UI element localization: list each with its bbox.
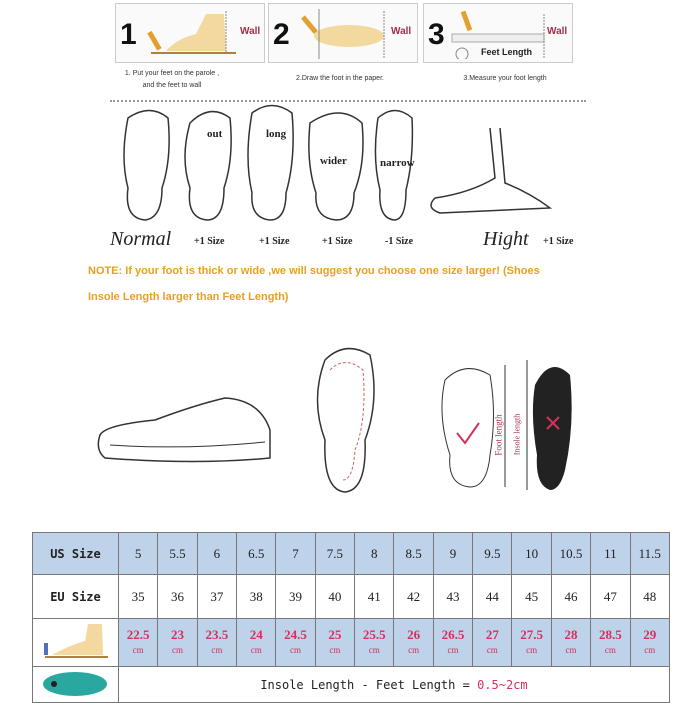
foot-length-cell (276, 619, 315, 667)
cm-unit: cm (604, 645, 616, 655)
step-2-panel (268, 3, 418, 63)
eu-size-cell: 48 (630, 575, 669, 619)
cm-unit: cm (250, 645, 262, 655)
eu-size-cell: 40 (315, 575, 354, 619)
step-1-caption: 1. Put your feet on the parole , and the feet to wall (124, 70, 220, 89)
foot-measure-icon (33, 619, 119, 667)
wall-label: Wall (240, 26, 261, 37)
wall-label: Wall (391, 26, 412, 37)
size-adjust: +1 Size (259, 236, 290, 247)
foot-label-narrow: narrow (380, 157, 415, 169)
insole-row (33, 667, 670, 703)
eu-size-cell: 38 (237, 575, 276, 619)
foot-length-cell (118, 619, 157, 667)
cm-value: 28 (564, 627, 578, 642)
insole-length-label: Insole length (512, 413, 522, 456)
cm-value: 26 (407, 627, 421, 642)
eu-size-row (33, 575, 670, 619)
cm-value: 24.5 (284, 627, 307, 642)
us-size-cell: 7 (276, 533, 315, 575)
eu-size-cell: 47 (591, 575, 630, 619)
normal-label: Normal (110, 228, 172, 250)
us-size-cell: 6.5 (237, 533, 276, 575)
insole-illustration (305, 340, 385, 495)
us-size-cell: 6 (197, 533, 236, 575)
cm-unit: cm (290, 645, 302, 655)
insole-icon (33, 667, 119, 703)
cm-value: 22.5 (126, 627, 150, 642)
cm-value: 27 (485, 627, 499, 642)
us-size-cell: 9 (433, 533, 472, 575)
note-line-2: Insole Length larger than Feet Length) (88, 291, 289, 303)
eu-size-cell: 41 (355, 575, 394, 619)
step-3-caption: 3.Measure your foot length (463, 75, 547, 82)
foot-vs-insole-illustration (435, 355, 585, 495)
foot-label-long: long (266, 128, 287, 140)
size-chart-table (32, 532, 670, 703)
cm-value: 28.5 (599, 627, 622, 642)
insole-formula: Insole Length - Feet Length = 0.5~2cm (118, 667, 669, 703)
foot-length-row (33, 619, 670, 667)
foot-length-cell (158, 619, 197, 667)
wall-label: Wall (547, 26, 568, 37)
foot-length-cell (315, 619, 354, 667)
eu-size-cell: 37 (197, 575, 236, 619)
cm-value: 29 (643, 627, 657, 642)
step-number: 1 (120, 18, 137, 51)
foot-length-cell (433, 619, 472, 667)
feet-length-label: Feet Length (481, 47, 532, 57)
cm-value: 23 (171, 627, 184, 642)
shoe-illustration (95, 380, 275, 470)
cm-value: 25.5 (362, 627, 386, 642)
eu-size-cell: 39 (276, 575, 315, 619)
size-adjust: -1 Size (385, 236, 414, 247)
foot-label-out: out (207, 128, 223, 140)
us-size-cell: 11 (591, 533, 630, 575)
eu-size-cell: 43 (433, 575, 472, 619)
cm-unit: cm (526, 645, 538, 655)
cm-value: 25 (328, 627, 342, 642)
cm-unit: cm (172, 645, 183, 655)
eu-size-cell: 45 (512, 575, 551, 619)
foot-length-cell (512, 619, 551, 667)
foot-length-cell (630, 619, 669, 667)
cm-unit: cm (565, 645, 577, 655)
note-line-1: NOTE: If your foot is thick or wide ,we will suggest you choose one size larger! (Shoes (88, 265, 540, 277)
us-size-cell: 8 (355, 533, 394, 575)
step-2-caption: 2.Draw the foot in the paper. (296, 75, 384, 82)
size-adjust: +1 Size (543, 236, 574, 247)
foot-length-cell (591, 619, 630, 667)
cm-unit: cm (132, 645, 144, 655)
foot-drawing-illustration (299, 9, 389, 59)
step-number: 3 (428, 18, 445, 51)
us-size-cell: 5 (118, 533, 157, 575)
foot-shapes-illustration (110, 98, 590, 228)
step-number: 2 (273, 18, 290, 51)
foot-length-label: Foot length (493, 414, 504, 456)
us-size-cell: 5.5 (158, 533, 197, 575)
us-size-cell: 11.5 (630, 533, 669, 575)
cm-unit: cm (408, 645, 420, 655)
foot-on-wall-illustration (146, 9, 236, 59)
cm-unit: cm (486, 645, 498, 655)
foot-label-wider: wider (320, 155, 347, 167)
cm-unit: cm (211, 645, 223, 655)
cm-value: 23.5 (205, 627, 229, 642)
cm-unit: cm (644, 645, 656, 655)
eu-size-cell: 42 (394, 575, 433, 619)
cm-value: 26.5 (441, 627, 465, 642)
eu-size-cell: 35 (118, 575, 157, 619)
cm-value: 24 (249, 627, 263, 642)
eu-size-cell: 36 (158, 575, 197, 619)
row-header: US Size (33, 533, 119, 575)
foot-length-cell (237, 619, 276, 667)
high-arch-label: Hight (483, 228, 529, 250)
foot-length-cell (394, 619, 433, 667)
us-size-cell: 8.5 (394, 533, 433, 575)
foot-length-cell (355, 619, 394, 667)
cm-unit: cm (447, 645, 459, 655)
size-adjust: +1 Size (194, 236, 225, 247)
cm-unit: cm (329, 645, 341, 655)
eu-size-cell: 46 (551, 575, 590, 619)
row-header: EU Size (33, 575, 119, 619)
us-size-cell: 7.5 (315, 533, 354, 575)
step-3-panel (423, 3, 573, 63)
us-size-row (33, 533, 670, 575)
step-1-panel (115, 3, 265, 63)
us-size-cell: 10.5 (551, 533, 590, 575)
foot-length-cell (473, 619, 512, 667)
foot-length-cell (551, 619, 590, 667)
us-size-cell: 9.5 (473, 533, 512, 575)
us-size-cell: 10 (512, 533, 551, 575)
cm-unit: cm (368, 645, 380, 655)
cm-value: 27.5 (520, 627, 544, 642)
foot-length-cell (197, 619, 236, 667)
size-adjust: +1 Size (322, 236, 353, 247)
eu-size-cell: 44 (473, 575, 512, 619)
